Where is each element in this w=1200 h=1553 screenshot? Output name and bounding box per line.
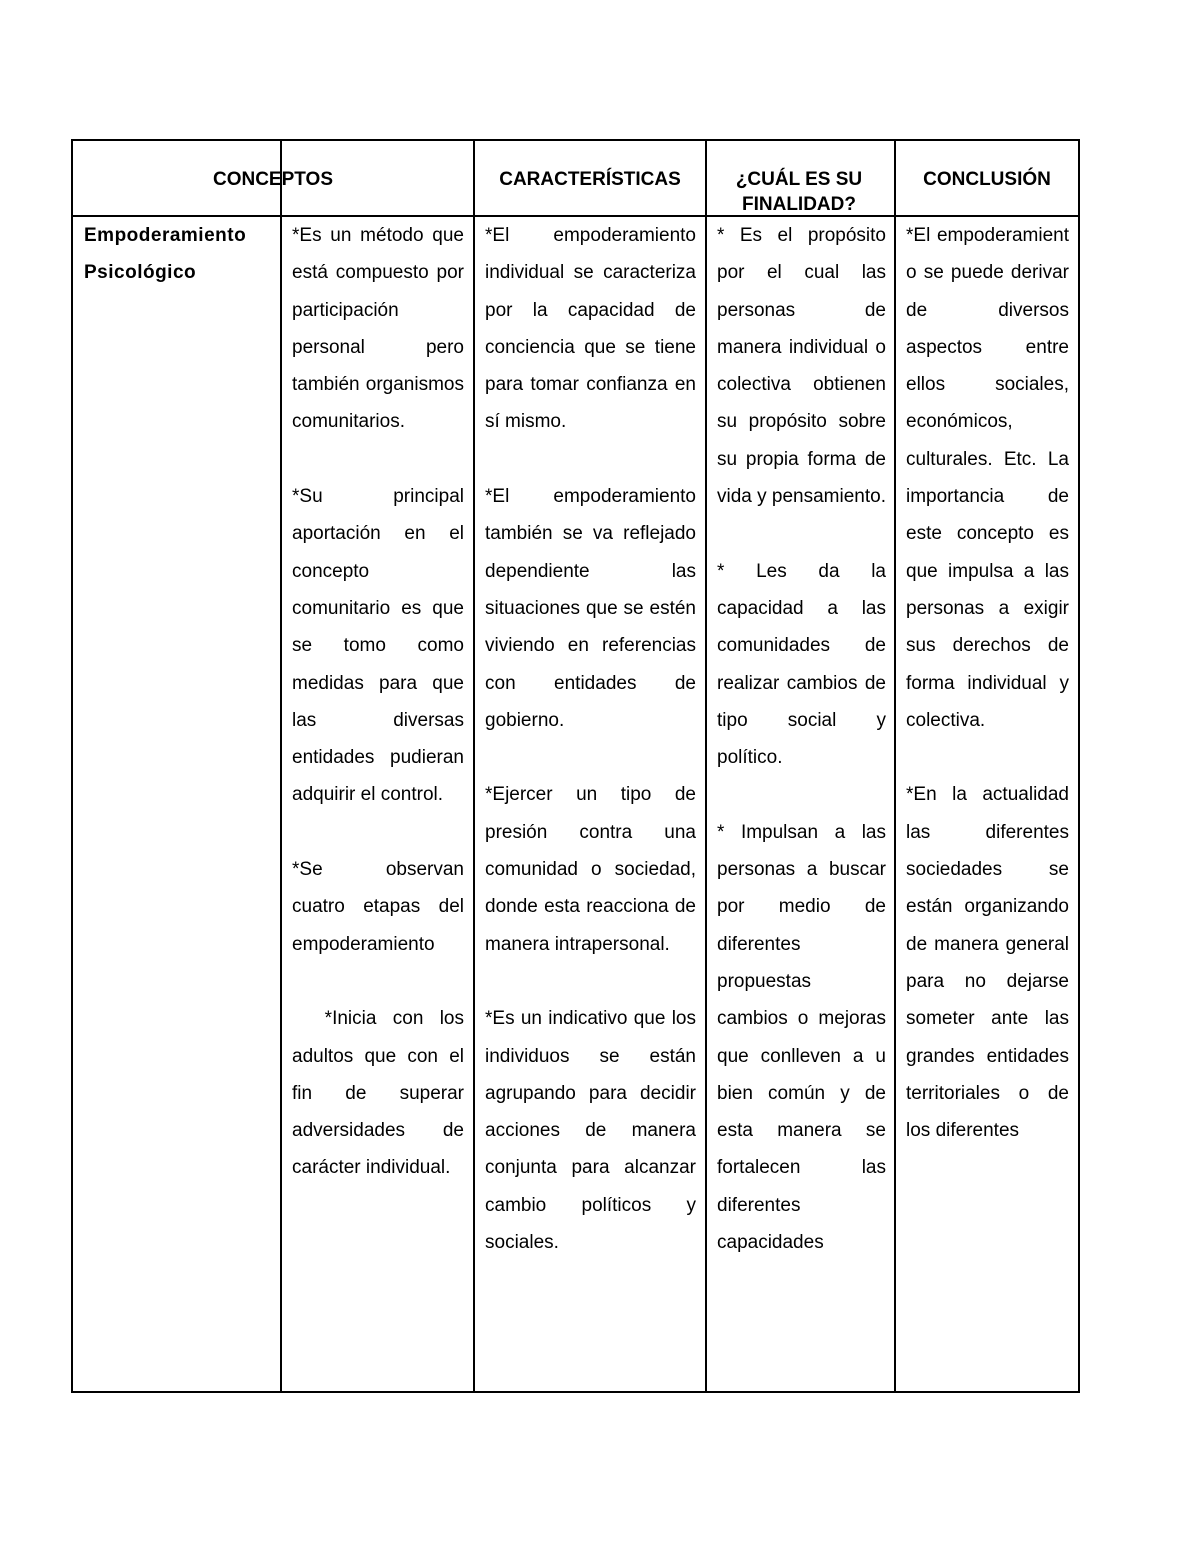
concept-name: Empoderamiento Psicológico — [84, 225, 247, 284]
caracteristicas-paragraph: *Ejercer un tipo de presión contra una comunidad o sociedad, donde esta reacciona de manera intrapersonal. — [485, 784, 696, 955]
header-conceptos: CONCEPTOS — [212, 169, 333, 190]
concept-table — [71, 139, 1080, 1393]
finalidad-paragraph: * Impulsan a las personas a buscar por medio de diferentes propuestas cambios o mejoras que conlleven a u bien común y de esta manera se fortalecen las diferentes capacidades — [717, 821, 886, 1254]
concept-name-cell — [84, 217, 274, 1391]
header-caracteristicas: CARACTERÍSTICAS — [499, 169, 681, 190]
caracteristicas-cell — [485, 217, 696, 1391]
conceptos-paragraph: *Inicia con los adultos que con el fin de superar adversidades de carácter individual. — [292, 1008, 470, 1179]
conclusion-cell — [906, 217, 1069, 1391]
column-divider — [280, 141, 282, 1391]
caracteristicas-paragraph: *El empoderamiento individual se caracteriza por la capacidad de conciencia que se tiene para tomar confianza en sí mismo. — [485, 225, 696, 433]
finalidad-paragraph: * Es el propósito por el cual las personas de manera individual o colectiva obtienen su propósito sobre su propia forma de vida y pensamiento. — [717, 225, 886, 508]
conceptos-paragraph: *Su principal aportación en el concepto comunitario es que se tomo como medidas para que las diversas entidades pudieran adquirir el control. — [292, 486, 464, 806]
caracteristicas-paragraph: *Es un indicativo que los individuos se están agrupando para decidir acciones de manera conjunta para alcanzar cambio políticos y sociales. — [485, 1008, 696, 1254]
conceptos-cell — [292, 217, 470, 1391]
conceptos-paragraph: *Es un método que está compuesto por participación personal pero también organismos comunitarios. — [292, 225, 464, 433]
header-finalidad: ¿CUÁL ES SU FINALIDAD? — [735, 169, 863, 215]
conceptos-paragraph: *Se observan cuatro etapas del empoderamiento — [292, 859, 464, 955]
finalidad-paragraph: * Les da la capacidad a las comunidades de realizar cambios de tipo social y político. — [717, 560, 886, 769]
conclusion-paragraph: *En la actualidad las diferentes sociedades se están organizando de manera general para no dejarse someter ante las grandes entidades territoriales o de los diferentes — [906, 784, 1069, 1142]
header-conclusion: CONCLUSIÓN — [923, 169, 1051, 190]
caracteristicas-paragraph: *El empoderamiento también se va reflejado dependiente las situaciones que se estén viviendo en referencias con entidades de gobierno. — [485, 486, 696, 731]
conclusion-paragraph: *El empoderamient o se puede derivar de diversos aspectos entre ellos sociales, económicos, culturales. Etc. La importancia de este concepto es que impulsa a las personas a exigir sus derechos de forma individual y colectiva. — [906, 225, 1069, 731]
column-divider — [473, 141, 475, 1391]
finalidad-cell — [717, 217, 886, 1391]
column-divider — [705, 141, 707, 1391]
column-divider — [894, 141, 896, 1391]
